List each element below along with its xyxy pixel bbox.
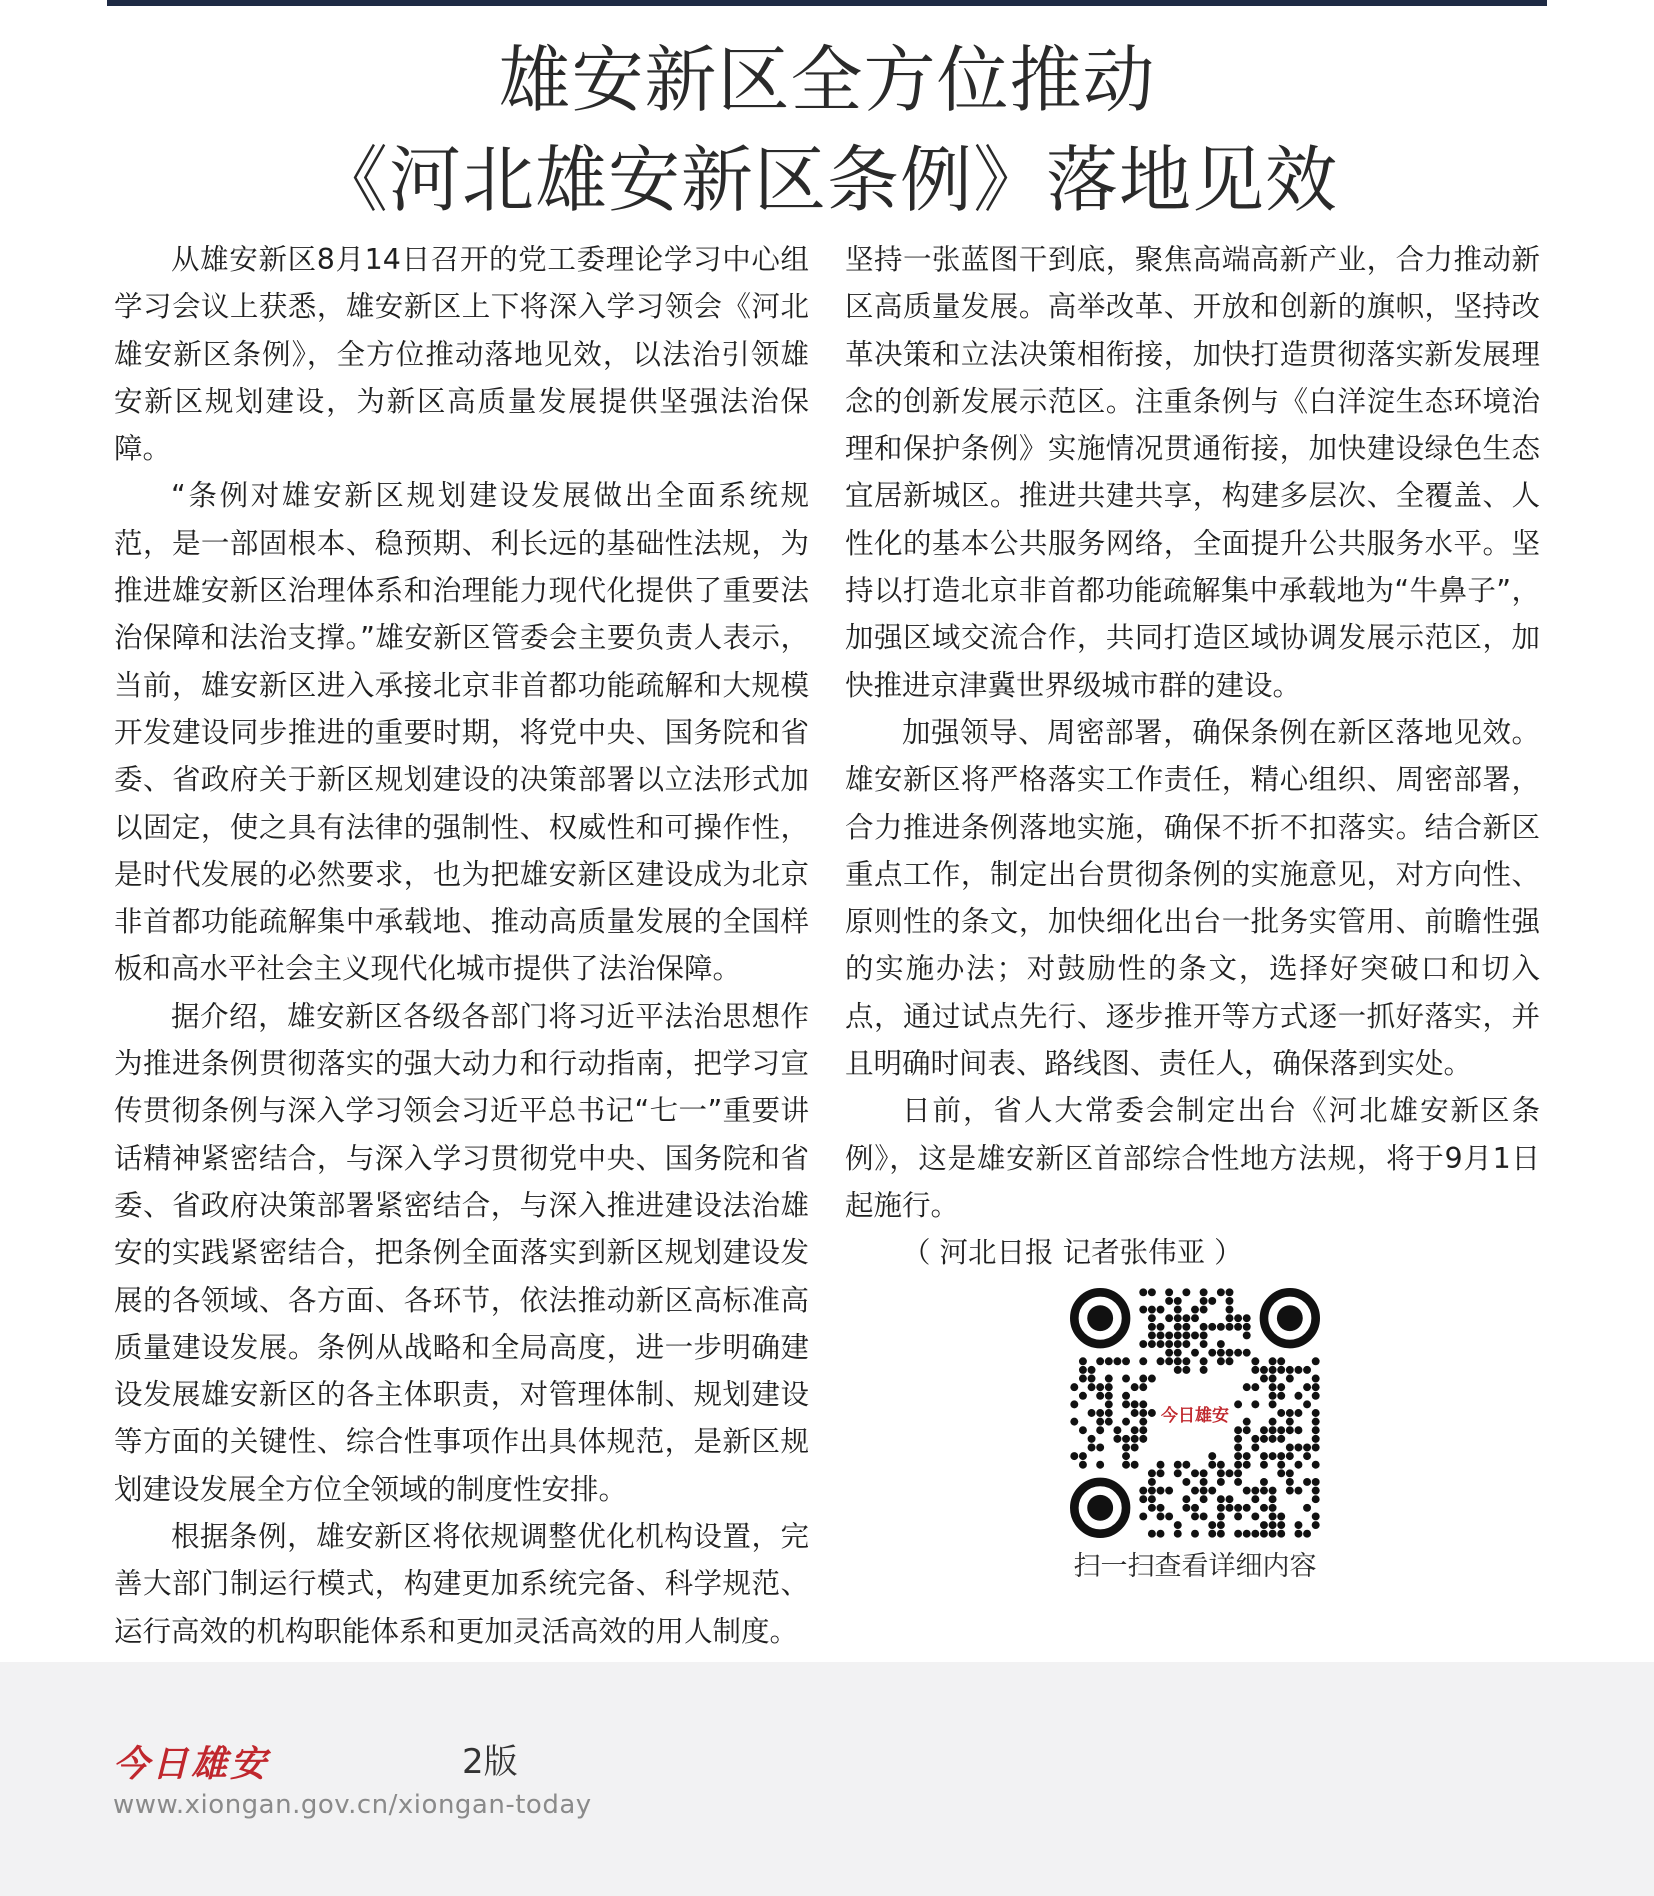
headline-line-2: 《河北雄安新区条例》落地见效 [315,138,1338,222]
qr-logo [1156,1374,1234,1452]
article-paragraph-continued: 坚持一张蓝图干到底，聚焦高端高新产业，合力推动新区高质量发展。高举改革、开放和创新的旗帜，坚持改革决策和立法决策相衔接，加快打造贯彻落实新发展理念的创新发展示范区。注重条例与《白洋淀生态环境治理和保护条例》实施情况贯通衔接，加快建设绿色生态宜居新城区。推进共建共享，构建多层次、全覆盖、人性化的基本公共服务网络，全面提升公共服务水平。坚持以打造北京非首都功能疏解集中承载地为“牛鼻子”，加强区域交流合作，共同打造区域协调发展示范区，加快推进京津冀世界级城市群的建设。 [845,243,1540,702]
article-right-column [845,236,1540,1277]
article-paragraph: 据介绍，雄安新区各级各部门将习近平法治思想作为推进条例贯彻落实的强大动力和行动指南，把学习宣传贯彻条例与深入学习领会习近平总书记“七一”重要讲话精神紧密结合，与深入学习贯彻党中央、国务院和省委、省政府决策部署紧密结合，与深入推进建设法治雄安的实践紧密结合，把条例全面落实到新区规划建设发展的各领域、各方面、各环节，依法推动新区高标准高质量建设发展。条例从战略和全局高度，进一步明确建设发展雄安新区的各主体职责，对管理体制、规划建设等方面的关键性、综合性事项作出具体规范，是新区规划建设发展全方位全领域的制度性安排。 [114,999,809,1506]
article-left-column [114,236,809,1655]
qr-caption: 扫一扫查看详细内容 [1073,1551,1317,1582]
article-paragraph: 从雄安新区8月14日召开的党工委理论学习中心组学习会议上获悉，雄安新区上下将深入学习领会《河北雄安新区条例》，全方位推动落地见效，以法治引领雄安新区规划建设，为新区高质量发展提供坚强法治保障。 [114,243,809,466]
footer [0,1662,1654,1896]
footer-page-number: 2版 [462,1742,518,1782]
top-rule [107,0,1547,6]
article-paragraph: 根据条例，雄安新区将依规调整优化机构设置，完善大部门制运行模式，构建更加系统完备、科学规范、运行高效的机构职能体系和更加灵活高效的用人制度。 [114,1520,809,1648]
footer-brand-logo: 今日雄安 [113,1743,270,1785]
article-paragraph: “条例对雄安新区规划建设发展做出全面系统规范，是一部固根本、稳预期、利长远的基础性法规，为推进雄安新区治理体系和治理能力现代化提供了重要法治保障和法治支撑。”雄安新区管委会主要负责人表示，当前，雄安新区进入承接北京非首都功能疏解和大规模开发建设同步推进的重要时期，将党中央、国务院和省委、省政府关于新区规划建设的决策部署以立法形式加以固定，使之具有法律的强制性、权威性和可操作性，是时代发展的必然要求，也为把雄安新区建设成为北京非首都功能疏解集中承载地、推动高质量发展的全国样板和高水平社会主义现代化城市提供了法治保障。 [114,479,809,986]
headline-line-1: 雄安新区全方位推动 [498,38,1156,122]
qr-code[interactable] [1070,1288,1320,1538]
footer-url-link[interactable]: www.xiongan.gov.cn/xiongan-today [113,1790,592,1820]
article-byline: （ 河北日报 记者张伟亚 ） [902,1236,1243,1270]
headline [0,30,1654,230]
article-paragraph: 日前，省人大常委会制定出台《河北雄安新区条例》，这是雄安新区首部综合性地方法规，将于9月1日起施行。 [845,1094,1540,1222]
qr-logo-label: 今日雄安 [1161,1405,1229,1426]
article-paragraph: 加强领导、周密部署，确保条例在新区落地见效。雄安新区将严格落实工作责任，精心组织、周密部署，合力推进条例落地实施，确保不折不扣落实。结合新区重点工作，制定出台贯彻条例的实施意见，对方向性、原则性的条文，加快细化出台一批务实管用、前瞻性强的实施办法；对鼓励性的条文，选择好突破口和切入点，通过试点先行、逐步推开等方式逐一抓好落实，并且明确时间表、路线图、责任人，确保落到实处。 [845,715,1540,1081]
